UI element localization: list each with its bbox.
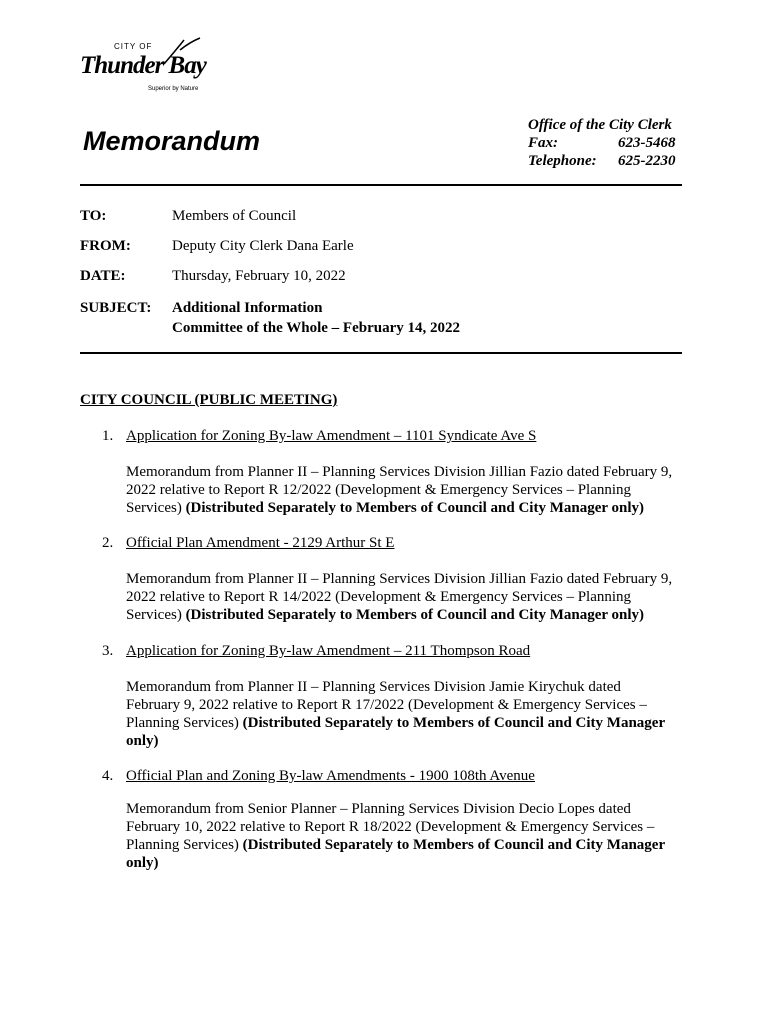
memo-title: Memorandum <box>83 126 261 156</box>
body-text: Services) <box>126 607 186 623</box>
item-body <box>126 678 682 750</box>
item-title: Application for Zoning By-law Amendment – 1101 Syndicate Ave S <box>126 428 537 444</box>
item-body <box>126 570 682 624</box>
date-row <box>80 266 346 286</box>
item-body <box>126 463 682 517</box>
fax-number: 623-5468 <box>618 135 676 151</box>
to-label: TO: <box>80 208 107 224</box>
distribution-note: (Distributed Separately to Members of Council and City Manager <box>242 837 666 853</box>
office-name: Office of the City Clerk <box>528 117 672 133</box>
from-value: Deputy City Clerk Dana Earle <box>172 238 354 254</box>
body-line: February 10, 2022 relative to Report R 18/2022 (Development & Emergency Services – <box>126 819 655 835</box>
body-line: 2022 relative to Report R 14/2022 (Development & Emergency Services – Planning <box>126 589 632 605</box>
item-title: Official Plan and Zoning By-law Amendments - 1900 108th Avenue <box>126 768 535 784</box>
telephone-number: 625-2230 <box>618 153 676 169</box>
distribution-note: (Distributed Separately to Members of Council and City Manager <box>242 715 666 731</box>
item-title: Official Plan Amendment - 2129 Arthur St E <box>126 535 395 551</box>
body-text: Planning Services) <box>126 715 243 731</box>
body-line: 2022 relative to Report R 12/2022 (Development & Emergency Services – Planning <box>126 482 632 498</box>
distribution-note: (Distributed Separately to Members of Council and City Manager only) <box>185 607 644 623</box>
office-block <box>528 116 676 170</box>
body-text: Planning Services) <box>126 837 243 853</box>
logo-city-of: CITY OF <box>114 42 153 51</box>
body-line: Memorandum from Senior Planner – Planning Services Division Decio Lopes dated <box>126 801 631 817</box>
top-divider <box>80 184 682 186</box>
subject-label: SUBJECT: <box>80 300 152 316</box>
body-line <box>126 836 682 854</box>
to-value: Members of Council <box>172 208 297 224</box>
from-label: FROM: <box>80 238 131 254</box>
city-logo <box>80 36 230 100</box>
body-line: February 9, 2022 relative to Report R 17/2022 (Development & Emergency Services – <box>126 697 647 713</box>
item-number: 4. <box>102 768 114 784</box>
body-text: Services) <box>126 500 186 516</box>
body-line: only) <box>126 733 159 749</box>
to-row <box>80 206 296 226</box>
item-body <box>126 800 682 872</box>
item-number: 3. <box>102 643 114 659</box>
distribution-note: (Distributed Separately to Members of Council and City Manager only) <box>185 500 644 516</box>
body-line <box>126 606 682 624</box>
section-title: CITY COUNCIL (PUBLIC MEETING) <box>80 392 338 408</box>
item-number: 1. <box>102 428 114 444</box>
bottom-divider <box>80 352 682 354</box>
subject-line-1: Additional Information <box>172 300 323 316</box>
body-line <box>126 714 682 732</box>
item-title: Application for Zoning By-law Amendment – 211 Thompson Road <box>126 643 531 659</box>
from-row <box>80 236 354 256</box>
item-number: 2. <box>102 535 114 551</box>
fax-label: Fax: <box>528 135 558 151</box>
logo-name: Thunder Bay <box>80 52 206 79</box>
body-line: only) <box>126 855 159 871</box>
logo-tagline: Superior by Nature <box>148 86 199 92</box>
subject-line-2: Committee of the Whole – February 14, 2022 <box>172 320 461 336</box>
subject-row <box>80 298 460 338</box>
date-label: DATE: <box>80 268 126 284</box>
telephone-label: Telephone: <box>528 153 597 169</box>
body-line: Memorandum from Planner II – Planning Services Division Jillian Fazio dated February 9, <box>126 464 673 480</box>
body-line: Memorandum from Planner II – Planning Services Division Jamie Kirychuk dated <box>126 679 621 695</box>
body-line: Memorandum from Planner II – Planning Services Division Jillian Fazio dated February 9, <box>126 571 673 587</box>
body-line <box>126 499 682 517</box>
date-value: Thursday, February 10, 2022 <box>172 268 346 284</box>
